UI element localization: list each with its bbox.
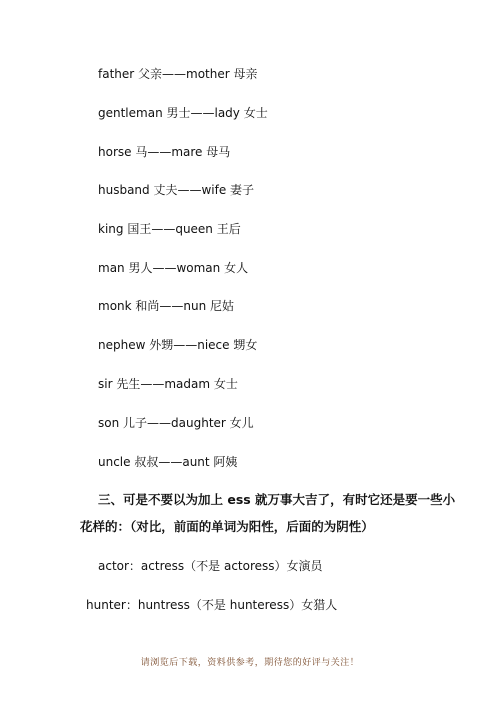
word-pair-gentleman: gentleman 男士——lady 女士 xyxy=(98,106,268,120)
word-pair-father: father 父亲——mother 母亲 xyxy=(98,67,258,81)
word-pair-nephew: nephew 外甥——niece 甥女 xyxy=(98,338,258,352)
word-pair-horse: horse 马——mare 母马 xyxy=(98,145,231,159)
section-heading-line2: 花样的：（对比，前面的单词为阳性，后面的为阴性） xyxy=(80,519,374,534)
word-pair-man: man 男人——woman 女人 xyxy=(98,261,249,275)
word-pair-monk: monk 和尚——nun 尼姑 xyxy=(98,299,235,313)
word-pair-king: king 国王——queen 王后 xyxy=(98,222,241,236)
page-footer-note: 请浏览后下载，资料供参考，期待您的好评与关注！ xyxy=(140,658,360,668)
section-heading-line1: 三、可是不要以为加上 ess 就万事大吉了，有时它还是要一些小 xyxy=(98,492,456,507)
example-hunter: hunter：huntress（不是 hunteress）女猎人 xyxy=(86,598,338,612)
word-pair-uncle: uncle 叔叔——aunt 阿姨 xyxy=(98,455,238,469)
example-actor: actor：actress（不是 actoress）女演员 xyxy=(98,559,323,573)
word-pair-husband: husband 丈夫——wife 妻子 xyxy=(98,183,255,197)
word-pair-sir: sir 先生——madam 女士 xyxy=(98,377,238,391)
word-pair-son: son 儿子——daughter 女儿 xyxy=(98,416,254,430)
